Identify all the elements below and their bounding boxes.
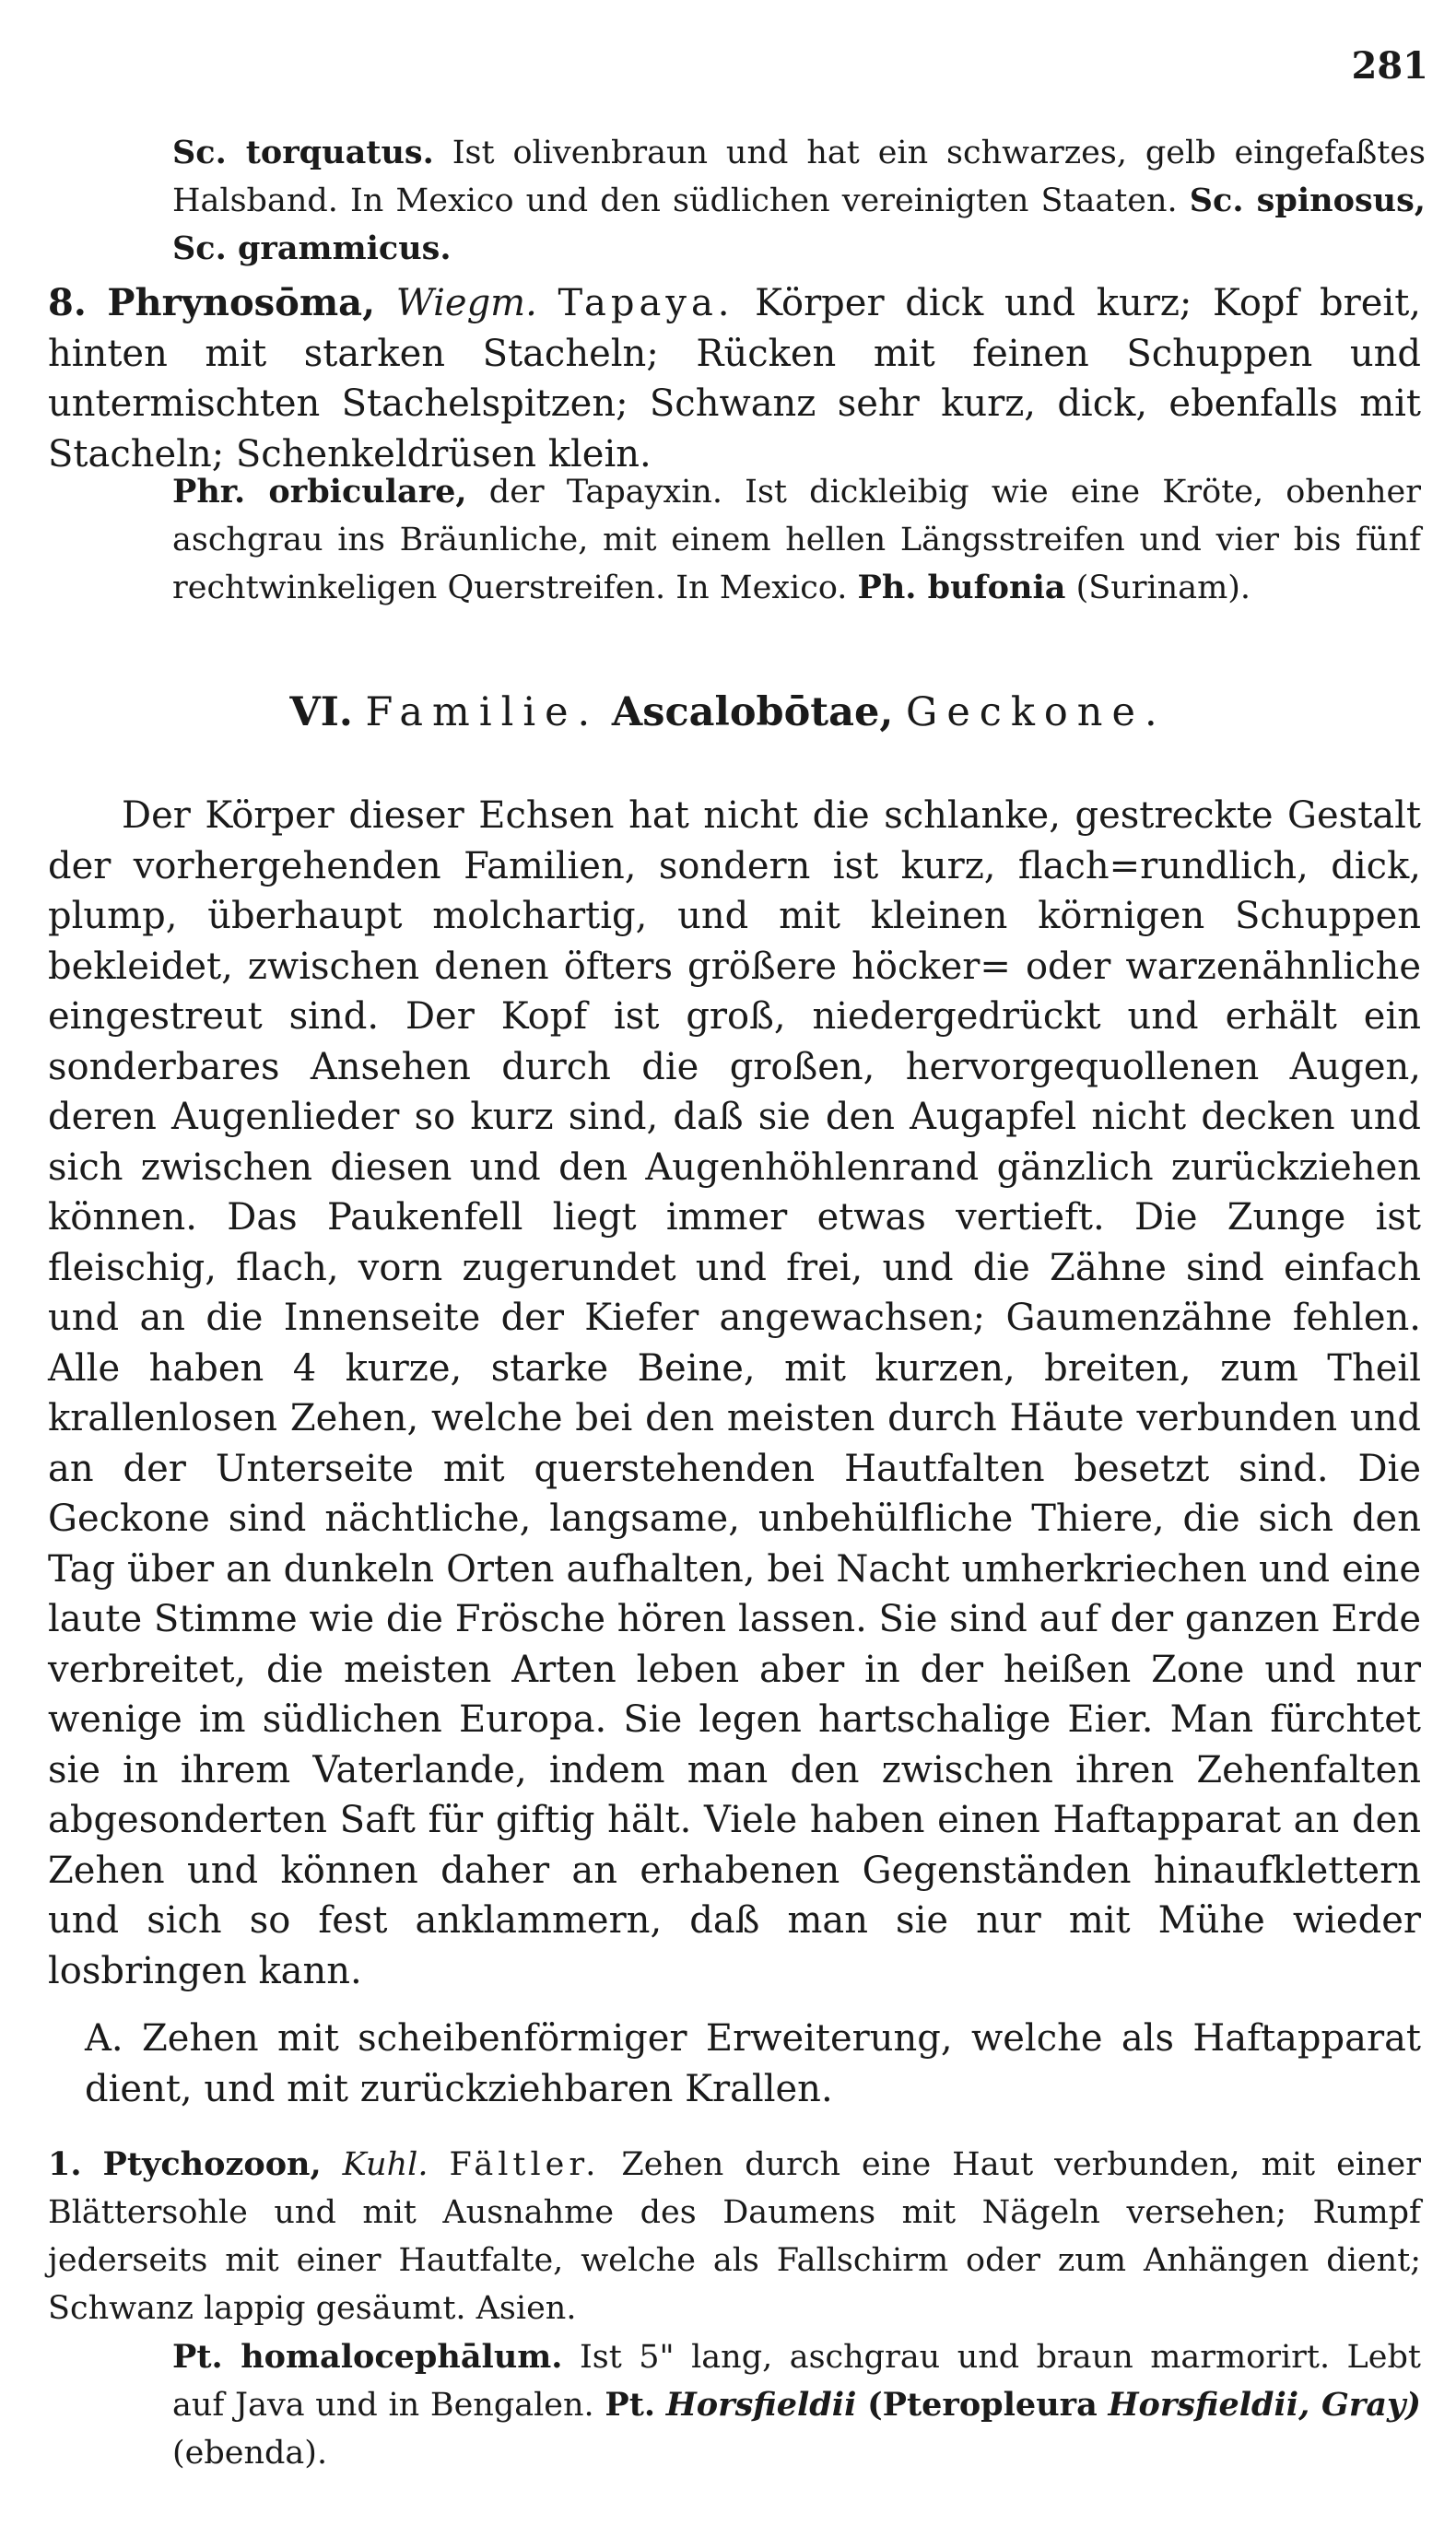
species-description: der Tapayxin. Ist dickleibig wie eine Kröte, obenher aschgrau ins Bräunliche, mit einem hellen Längsstreifen und vier bis fünf rechtwinkeligen Querstreifen. In Mexico. xyxy=(172,474,1422,606)
species-locality: (ebenda). xyxy=(172,2435,328,2472)
species-paragraph-pt-homalocephalum xyxy=(48,2333,1421,2477)
genus-german-name: Tapaya. xyxy=(558,282,734,324)
subsection-a xyxy=(48,2014,1421,2114)
genus-author: Kuhl. xyxy=(342,2146,429,2183)
species-name-2: Horsfieldii xyxy=(665,2386,857,2424)
species-description: Ist 5" lang, aschgrau und braun marmorirt. Lebt auf Java und in Bengalen. xyxy=(172,2339,1421,2424)
species-name: Pt. homalocephālum. xyxy=(172,2338,563,2376)
family-heading xyxy=(0,689,1456,735)
species-paragraph-phr-orbiculare xyxy=(48,468,1421,612)
genus-number: 8. xyxy=(48,281,87,324)
genus-description: Zehen durch eine Haut verbunden, mit einer Blättersohle und mit Ausnahme des Daumens mit Nägeln versehen; Rumpf jederseits mit einer Hautfalte, welche als Fallschirm oder zum Anhängen dient; Schwanz lappig gesäumt. Asien. xyxy=(48,2146,1421,2327)
species-locality: (Surinam). xyxy=(1075,570,1251,606)
genus-author: Wiegm. xyxy=(395,282,537,324)
synonym-name: Horsfieldii, Gray) xyxy=(1108,2386,1421,2424)
subsection-text: Zehen mit scheibenförmiger Erweiterung, welche als Haftapparat dient, und mit zurückziehbaren Krallen. xyxy=(85,2017,1421,2110)
family-label: Familie. xyxy=(365,689,600,735)
genus-number: 1. xyxy=(48,2145,82,2183)
synonym-open: (Pteropleura xyxy=(867,2386,1098,2424)
genus-name: Ptychozoon, xyxy=(102,2145,322,2183)
family-description-paragraph: Der Körper dieser Echsen hat nicht die schlanke, gestreckte Gestalt der vorhergehenden Familien, sondern ist kurz, flach=rundlich, dick, plump, überhaupt molchartig, und mit kleinen körnigen Schuppen bekleidet, zwischen denen öfters größere höcker= oder warzenähnliche eingestreut sind. Der Kopf ist groß, niedergedrückt und erhält ein sonderbares Ansehen durch die großen, hervorgequollenen Augen, deren Augenlieder so kurz sind, daß sie den Augapfel nicht decken und sich zwischen diesen und den Augenhöhlenrand gänzlich zurückziehen können. Das Paukenfell liegt immer etwas vertieft. Die Zunge ist fleischig, flach, vorn zugerundet und frei, und die Zähne sind einfach und an die Innenseite der Kiefer angewachsen; Gaumenzähne fehlen. Alle haben 4 kurze, starke Beine, mit kurzen, breiten, zum Theil krallenlosen Zehen, welche bei den meisten durch Häute verbunden und an der Unterseite mit querstehenden Hautfalten besetzt sind. Die Geckone sind nächtliche, langsame, unbehülfliche Thiere, die sich den Tag über an dunkeln Orten aufhalten, bei Nacht umherkriechen und eine laute Stimme wie die Frösche hören lassen. Sie sind auf der ganzen Erde verbreitet, die meisten Arten leben aber in der heißen Zone und nur wenige im südlichen Europa. Sie legen hartschalige Eier. Man fürchtet sie in ihrem Vaterlande, indem man den zwischen ihren Zehenfalten abgesonderten Saft für giftig hält. Viele haben einen Haftapparat an den Zehen und können daher an erhabenen Gegenständen hinaufklettern und sich so fest anklammern, daß man sie nur mit Mühe wieder losbringen kann. xyxy=(48,794,1421,1992)
family-latin-name: Ascalobōtae, xyxy=(611,689,894,735)
genus-paragraph-ptychozoon xyxy=(48,2141,1421,2332)
genus-paragraph-phrynosoma xyxy=(48,278,1421,479)
species-paragraph-sc-torquatus xyxy=(48,129,1426,273)
genus-description: Körper dick und kurz; Kopf breit, hinten mit starken Stacheln; Rücken mit feinen Schuppen und untermischten Stachelspitzen; Schwanz sehr kurz, dick, ebenfalls mit Stacheln; Schenkeldrüsen klein. xyxy=(48,282,1421,476)
subsection-label: A. xyxy=(85,2017,123,2060)
family-number: VI. xyxy=(289,689,353,735)
species-name: Phr. orbiculare, xyxy=(172,473,467,511)
family-german-name: Geckone. xyxy=(905,689,1167,735)
species-name-2-prefix: Pt. xyxy=(605,2386,656,2424)
related-species: Sc. spinosus, Sc. grammicus. xyxy=(172,182,1426,267)
species-name: Sc. torquatus. xyxy=(172,134,434,171)
species-description: Ist olivenbraun und hat ein schwarzes, gelb eingefaßtes Halsband. In Mexico und den südlichen vereinigten Staaten. xyxy=(172,135,1426,219)
genus-german-name: Fältler. xyxy=(449,2146,601,2183)
page-number: 281 xyxy=(1351,44,1428,88)
genus-name: Phrynosōma, xyxy=(107,281,376,324)
species-name-2: Ph. bufonia xyxy=(857,569,1066,606)
